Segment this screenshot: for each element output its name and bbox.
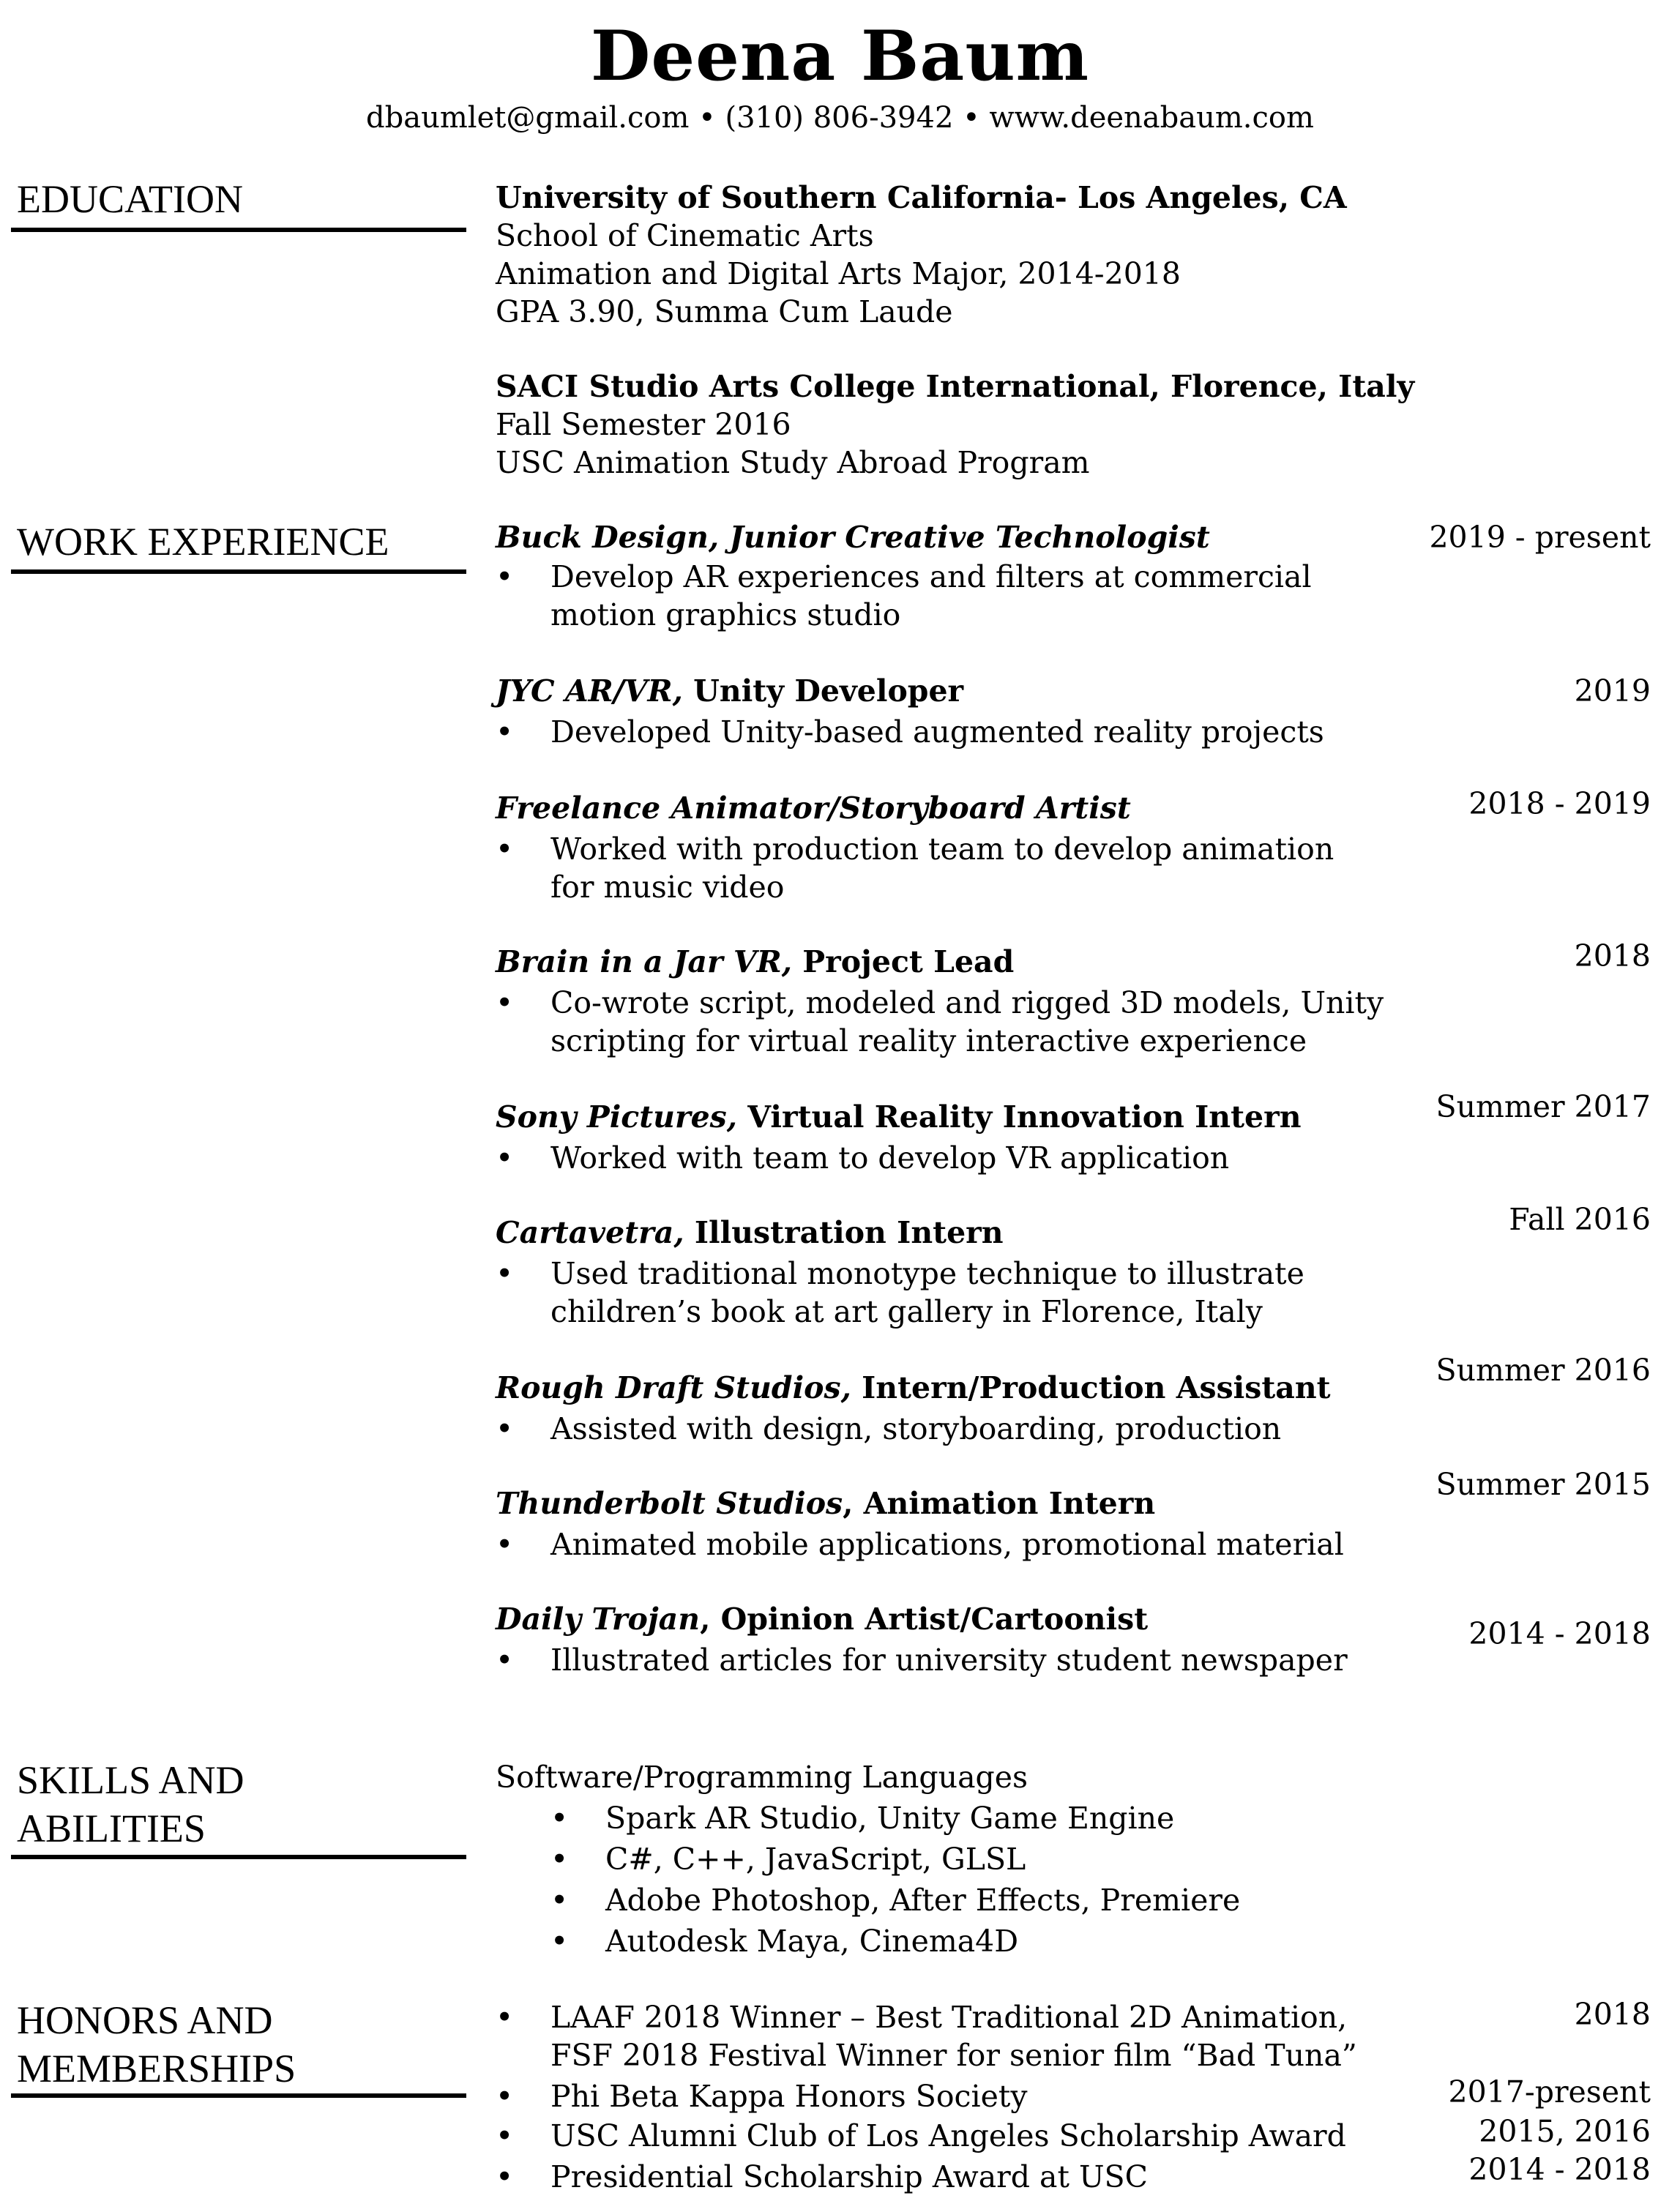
job-title: Cartavetra, Illustration Intern — [496, 1215, 1004, 1250]
job-title: Sony Pictures, Virtual Reality Innovation Intern — [496, 1099, 1302, 1135]
honor-date: 2015, 2016 — [1479, 2114, 1651, 2149]
job-date: Summer 2015 — [1436, 1467, 1651, 1502]
education-line: Animation and Digital Arts Major, 2014-2018 — [496, 256, 1181, 291]
job-title: Daily Trojan, Opinion Artist/Cartoonist — [496, 1602, 1149, 1637]
job-bullet: • Used traditional monotype technique to illustrate — [496, 1256, 1304, 1291]
skills-subheading: Software/Programming Languages — [496, 1760, 1028, 1795]
contact-line: dbaumlet@gmail.com • (310) 806-3942 • www.deenabaum.com — [366, 101, 1314, 135]
education-line: USC Animation Study Abroad Program — [496, 445, 1090, 480]
job-bullet: • Assisted with design, storyboarding, production — [496, 1411, 1282, 1446]
job-bullet: • Illustrated articles for university student newspaper — [496, 1643, 1348, 1678]
job-date: 2019 - present — [1429, 520, 1651, 555]
job-date: Summer 2016 — [1436, 1353, 1651, 1388]
job-bullet: • Develop AR experiences and filters at commercial — [496, 559, 1312, 594]
job-date: Summer 2017 — [1436, 1089, 1651, 1124]
skill-item: • Spark AR Studio, Unity Game Engine — [550, 1801, 1175, 1836]
job-date: 2018 — [1574, 938, 1651, 974]
job-bullet: • Worked with production team to develop animation — [496, 832, 1334, 867]
job-title: Buck Design, Junior Creative Technologist — [496, 520, 1210, 555]
job-date: 2014 - 2018 — [1468, 1616, 1651, 1651]
job-bullet-cont: for music video — [550, 870, 785, 905]
job-bullet-cont: scripting for virtual reality interactive experience — [550, 1023, 1307, 1058]
job-bullet: • Worked with team to develop VR application — [496, 1140, 1230, 1176]
section-rule — [11, 569, 466, 574]
job-bullet: • Co-wrote script, modeled and rigged 3D models, Unity — [496, 985, 1384, 1020]
job-date: 2019 — [1574, 673, 1651, 709]
job-title: JYC AR/VR, Unity Developer — [496, 673, 964, 709]
section-rule — [11, 1855, 466, 1859]
education-line: GPA 3.90, Summa Cum Laude — [496, 294, 953, 329]
job-title: Brain in a Jar VR, Project Lead — [496, 944, 1015, 979]
skill-item: • Adobe Photoshop, After Effects, Premiere — [550, 1883, 1241, 1918]
honor-item: • Phi Beta Kappa Honors Society — [496, 2079, 1028, 2114]
section-title-honors-line2: MEMBERSHIPS — [17, 2047, 296, 2090]
skill-item: • Autodesk Maya, Cinema4D — [550, 1924, 1019, 1959]
education-line: School of Cinematic Arts — [496, 218, 874, 253]
section-title-honors: HONORS AND — [17, 1998, 273, 2042]
section-rule — [11, 228, 466, 232]
honor-item: • Presidential Scholarship Award at USC — [496, 2159, 1148, 2194]
honor-item: • USC Alumni Club of Los Angeles Scholarship Award — [496, 2118, 1346, 2153]
resume-name: Deena Baum — [590, 16, 1090, 97]
job-date: Fall 2016 — [1509, 1202, 1651, 1237]
education-school: SACI Studio Arts College International, Florence, Italy — [496, 369, 1415, 404]
education-school: University of Southern California- Los Angeles, CA — [496, 180, 1347, 215]
section-rule — [11, 2093, 466, 2098]
section-title-skills-line2: ABILITIES — [17, 1806, 206, 1850]
honor-date: 2014 - 2018 — [1468, 2152, 1651, 2187]
job-title: Rough Draft Studios, Intern/Production Assistant — [496, 1370, 1331, 1405]
education-line: Fall Semester 2016 — [496, 407, 791, 442]
honor-date: 2017-present — [1448, 2074, 1651, 2110]
job-bullet: • Animated mobile applications, promotional material — [496, 1527, 1344, 1562]
honor-date: 2018 — [1574, 1997, 1651, 2032]
job-title: Freelance Animator/Storyboard Artist — [496, 791, 1131, 826]
job-bullet-cont: motion graphics studio — [550, 597, 901, 632]
section-title-work: WORK EXPERIENCE — [17, 520, 389, 564]
section-title-education: EDUCATION — [17, 177, 243, 221]
section-title-skills: SKILLS AND — [17, 1758, 244, 1802]
honor-item: • LAAF 2018 Winner – Best Traditional 2D Animation, — [496, 2000, 1348, 2035]
job-bullet-cont: children’s book at art gallery in Florence, Italy — [550, 1294, 1263, 1329]
skill-item: • C#, C++, JavaScript, GLSL — [550, 1842, 1026, 1877]
job-date: 2018 - 2019 — [1468, 786, 1651, 821]
job-title: Thunderbolt Studios, Animation Intern — [496, 1486, 1156, 1521]
job-bullet: • Developed Unity-based augmented reality projects — [496, 714, 1324, 750]
honor-item-cont: FSF 2018 Festival Winner for senior film “Bad Tuna” — [550, 2038, 1357, 2073]
